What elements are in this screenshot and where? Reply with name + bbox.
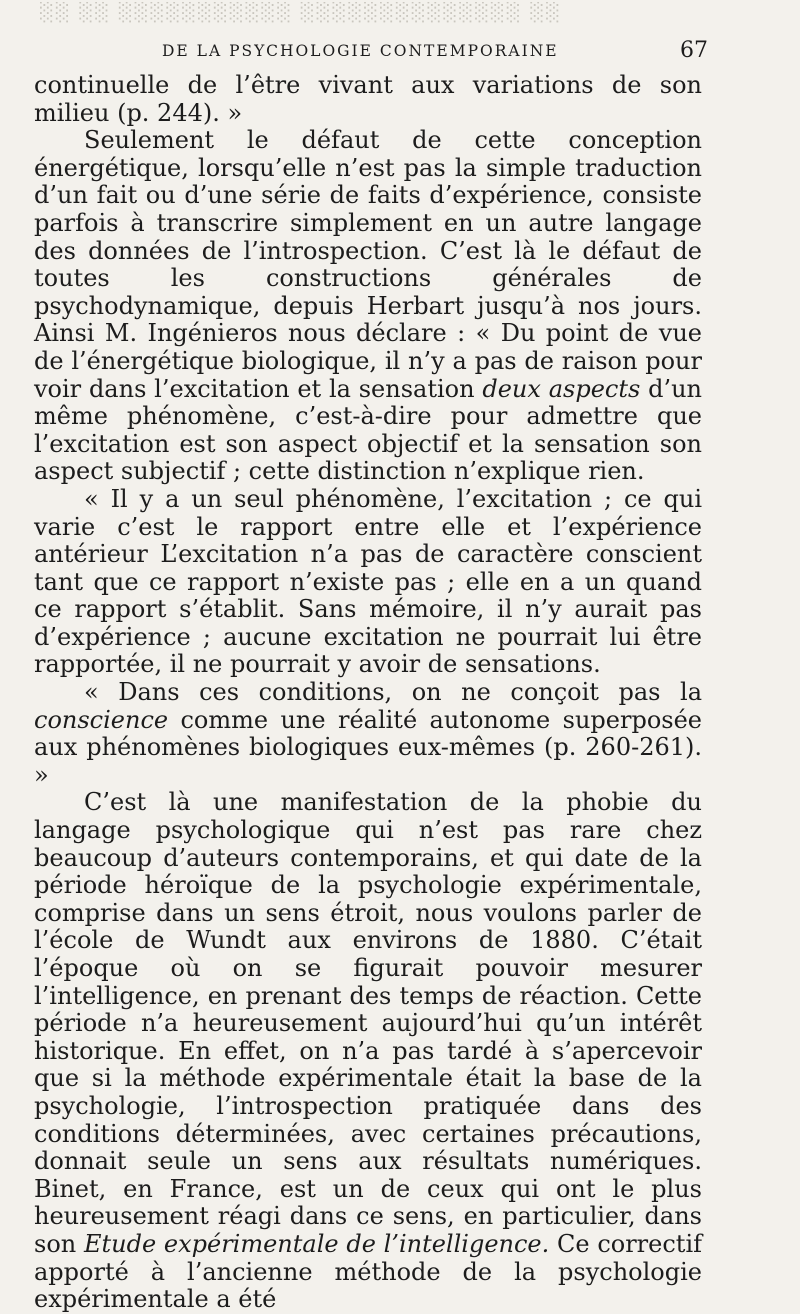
paragraph	[34, 486, 702, 679]
paragraph	[34, 127, 702, 486]
running-title: DE LA PSYCHOLOGIE CONTEMPORAINE	[162, 42, 559, 60]
text-run: comme une réalité autonome superposée aux phénomènes biologiques eux-mêmes (p. 260-261). »	[34, 705, 702, 789]
running-header	[34, 38, 708, 72]
text-run: « Il y a un seul phénomène, l’excitation ; ce qui varie c’est le rapport entre elle et l’expérience antérieur L’excitation n’a pas de caractère conscient tant que ce rapport n’existe pas ; elle en a un quand ce rapport s’établit. Sans mémoire, il n’y aurait pas d’expérience ; aucune excitation ne pourrait lui être rapportée, il ne pourrait y avoir de sensations.	[34, 484, 702, 679]
text-run: d’un même phénomène, c’est-à-dire pour admettre que l’excitation est son aspect objectif et la sensation son aspect subjectif ; cette distinction n’explique rien.	[34, 374, 703, 486]
text-run: « Dans ces conditions, on ne conçoit pas la	[84, 678, 702, 707]
text-run: Ce correctif apporté à l’ancienne méthode de la psychologie expérimentale a été	[34, 1229, 702, 1314]
paragraph	[34, 72, 702, 127]
body-text	[34, 72, 702, 1314]
paragraph	[34, 679, 702, 789]
text-run: C’est là une manifestation de la phobie du langage psychologique qui n’est pas rare chez beaucoup d’auteurs contemporains, et qui date de la période héroïque de la psychologie expérimentale, comprise dans un sens étroit, nous voulons parler de l’école de Wundt aux environs de 1880. C’était l’époque où on se figurait pouvoir mesurer l’intelligence, en prenant des temps de réaction. Cette période n’a heureusement aujourd’hui qu’un intérêt historique. En effet, on n’a pas tardé à s’apercevoir que si la méthode expérimentale était la base de la psychologie, l’introspection pratiquée dans des conditions déterminées, avec certaines précautions, donnait seule un sens aux résultats numériques. Binet, en France, est un de ceux qui ont le plus heureusement réagi dans ce sens, en particulier, dans son	[34, 788, 702, 1258]
italic-text: Etude expérimentale de l’intelligence.	[83, 1229, 550, 1258]
italic-text: conscience	[34, 705, 169, 734]
text-run: continuelle de l’être vivant aux variations de son milieu (p. 244). »	[34, 71, 702, 127]
paragraph	[34, 789, 702, 1313]
page-number: 67	[680, 38, 708, 63]
text-run: Seulement le défaut de cette conception énergétique, lorsqu’elle n’est pas la simple traduction d’un fait ou d’une série de faits d’expérience, consiste parfois à transcrire simplement en un autre langage des données de l’introspection. C’est là le défaut de toutes les constructions générales de psychodynamique, depuis Herbart jusqu’à nos jours. Ainsi M. Ingénieros nous déclare : « Du point de vue de l’énergétique biologique, il n’y a pas de raison pour voir dans l’excitation et la sensation	[34, 126, 702, 403]
italic-text: deux aspects	[482, 374, 641, 403]
show-through-text: ░░ ░░ ░░░░░░░░░░░ ░░░░░░░░░░░░░░ ░░	[40, 2, 563, 23]
